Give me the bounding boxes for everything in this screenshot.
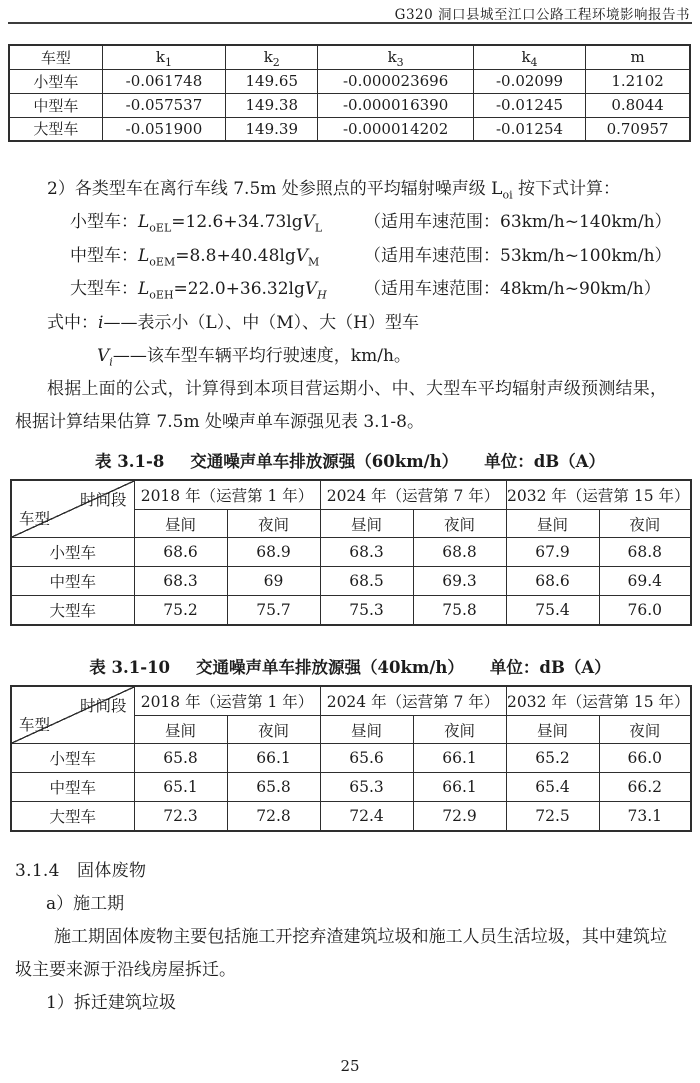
table-header-row — [11, 686, 691, 716]
table8-caption — [0, 451, 700, 473]
column-header-subscript: 4 — [530, 56, 538, 69]
coefficient-table — [8, 44, 691, 142]
column-header — [102, 45, 225, 69]
formula-expression: =22.0+36.32lg — [173, 279, 305, 299]
row-label-cell: 大型车 — [9, 117, 102, 141]
value-cell: -0.02099 — [473, 69, 585, 93]
period-header: 夜间 — [599, 510, 691, 538]
value-cell: 67.9 — [506, 538, 599, 567]
table8-caption-title: 交通噪声单车排放源强（60km/h） — [190, 451, 459, 471]
column-header — [473, 45, 585, 69]
section-heading: 3.1.4 固体废物 — [15, 860, 147, 881]
period-header: 昼间 — [134, 510, 227, 538]
value-cell: 149.39 — [226, 117, 318, 141]
value-cell: 75.2 — [134, 596, 227, 625]
row-label-cell: 大型车 — [11, 596, 134, 625]
table-row — [11, 744, 691, 773]
formula-variable: V — [295, 245, 309, 266]
column-header-subscript: 3 — [396, 56, 404, 69]
value-cell: 66.1 — [413, 773, 506, 802]
value-cell: 69 — [227, 567, 320, 596]
table-row — [11, 773, 691, 802]
formula-expression: =12.6+34.73lg — [171, 212, 303, 232]
column-header-label: k — [155, 48, 165, 67]
period-header: 夜间 — [599, 716, 691, 744]
column-header-subscript: 2 — [272, 56, 280, 69]
value-cell: -0.000023696 — [318, 69, 473, 93]
where-clause-line — [15, 307, 685, 340]
value-cell: 66.0 — [599, 744, 691, 773]
year-header: 2018 年（运营第 1 年） — [134, 686, 320, 716]
year-header: 2032 年（运营第 15 年） — [506, 480, 691, 510]
table10-caption — [0, 657, 700, 679]
value-cell: 66.2 — [599, 773, 691, 802]
value-cell: -0.000016390 — [318, 93, 473, 117]
row-label-cell: 小型车 — [9, 69, 102, 93]
value-cell: 68.9 — [227, 538, 320, 567]
formula-subscript: oEM — [149, 254, 176, 268]
prediction-paragraph: 根据上面的公式，计算得到本项目营运期小、中、大型车平均辐射声级预测结果，根据计算结果估算 7.5m 处噪声单车源强见表 3.1-8。 — [15, 378, 667, 432]
where-description: ——表示小（L）、中（M）、大（H）型车 — [103, 312, 419, 333]
value-cell: 66.1 — [227, 744, 320, 773]
value-cell: 69.4 — [599, 567, 691, 596]
value-cell: 75.3 — [320, 596, 413, 625]
list-item-demolition-waste: 1）拆迁建筑垃圾 — [46, 992, 176, 1013]
year-header: 2024 年（运营第 7 年） — [320, 480, 506, 510]
value-cell: 68.6 — [134, 538, 227, 567]
running-header-title: G320 洞口县城至江口公路工程环境影响报告书 — [394, 7, 690, 23]
value-cell: 0.8044 — [586, 93, 690, 117]
speed-range-note: （适用车速范围：63km/h~140km/h） — [364, 212, 672, 232]
corner-header-cell — [11, 686, 134, 744]
value-cell: 75.8 — [413, 596, 506, 625]
value-cell: 0.70957 — [586, 117, 690, 141]
formula-variable: L — [138, 245, 150, 266]
year-header: 2032 年（运营第 15 年） — [506, 686, 691, 716]
column-header — [586, 45, 690, 69]
row-label-cell: 中型车 — [11, 567, 134, 596]
value-cell: 1.2102 — [586, 69, 690, 93]
column-header — [226, 45, 318, 69]
value-cell: -0.01254 — [473, 117, 585, 141]
value-cell: 75.7 — [227, 596, 320, 625]
formula-variable: L — [138, 279, 150, 299]
subsection-a: a）施工期 — [46, 893, 125, 914]
table-row — [9, 69, 690, 93]
column-header-subscript: 1 — [164, 56, 172, 69]
speed-definition-line — [15, 340, 685, 373]
value-cell: 68.8 — [599, 538, 691, 567]
value-cell: 72.4 — [320, 802, 413, 831]
value-cell: 72.3 — [134, 802, 227, 831]
period-header: 昼间 — [320, 510, 413, 538]
value-cell: 149.65 — [226, 69, 318, 93]
period-header: 夜间 — [413, 510, 506, 538]
corner-bottom-label: 车型 — [19, 716, 51, 734]
speed-range-note: （适用车速范围：53km/h~100km/h） — [364, 245, 672, 266]
speed-variable: V — [97, 345, 110, 366]
page-number: 25 — [340, 1057, 360, 1075]
column-header-label: k — [263, 48, 273, 67]
noise-table-60kmh — [10, 479, 692, 626]
formula-label: 中型车： — [70, 245, 138, 266]
formula-subscript: M — [308, 254, 320, 268]
noise-table-40kmh — [10, 685, 692, 832]
corner-top-label: 时间段 — [79, 696, 127, 715]
table-row — [11, 567, 691, 596]
value-cell: -0.01245 — [473, 93, 585, 117]
period-header: 昼间 — [134, 716, 227, 744]
row-label-cell: 大型车 — [11, 802, 134, 831]
formula-subscript: L — [314, 221, 323, 235]
value-cell: 65.8 — [134, 744, 227, 773]
value-cell: 72.5 — [506, 802, 599, 831]
value-cell: 65.2 — [506, 744, 599, 773]
where-variable: i — [98, 312, 104, 333]
period-header: 昼间 — [506, 716, 599, 744]
corner-top-label: 时间段 — [79, 490, 127, 509]
value-cell: 68.5 — [320, 567, 413, 596]
table-header-row — [11, 480, 691, 510]
value-cell: 65.6 — [320, 744, 413, 773]
formula-label: 大型车： — [70, 279, 138, 299]
value-cell: -0.051900 — [102, 117, 225, 141]
value-cell: 68.3 — [134, 567, 227, 596]
value-cell: 149.38 — [226, 93, 318, 117]
construction-waste-paragraph: 施工期固体废物主要包括施工开挖弃渣建筑垃圾和施工人员生活垃圾，其中建筑垃圾主要来源于沿线房屋拆迁。 — [15, 926, 667, 980]
column-header-label: 车型 — [40, 48, 71, 67]
column-header-label: m — [630, 48, 645, 67]
intro-text-suffix: 按下式计算： — [512, 179, 621, 199]
corner-bottom-label: 车型 — [19, 510, 51, 528]
value-cell: 68.6 — [506, 567, 599, 596]
value-cell: 68.3 — [320, 538, 413, 567]
formula-expression: =8.8+40.48lg — [175, 245, 296, 266]
table-row — [11, 538, 691, 567]
formula-line-medium-car — [15, 240, 685, 274]
year-header: 2018 年（运营第 1 年） — [134, 480, 320, 510]
value-cell: 75.4 — [506, 596, 599, 625]
value-cell: 69.3 — [413, 567, 506, 596]
row-label-cell: 小型车 — [11, 744, 134, 773]
table-row — [9, 117, 690, 141]
period-header: 夜间 — [413, 716, 506, 744]
formula-subscript: oEH — [149, 288, 174, 302]
formula-subscript: H — [317, 288, 327, 302]
period-header: 昼间 — [506, 510, 599, 538]
corner-header-cell — [11, 480, 134, 538]
value-cell: 66.1 — [413, 744, 506, 773]
formula-variable: L — [138, 212, 150, 232]
table10-caption-unit: 单位：dB（A） — [489, 657, 611, 677]
value-cell: -0.057537 — [102, 93, 225, 117]
value-cell: 65.4 — [506, 773, 599, 802]
running-header — [8, 0, 692, 24]
intro-paragraph — [15, 173, 685, 206]
formula-variable: V — [302, 212, 315, 232]
formula-line-small-car — [15, 206, 685, 240]
value-cell: 76.0 — [599, 596, 691, 625]
column-header — [9, 45, 102, 69]
value-cell: 65.1 — [134, 773, 227, 802]
period-header: 夜间 — [227, 510, 320, 538]
column-header-label: k — [387, 48, 397, 67]
row-label-cell: 中型车 — [9, 93, 102, 117]
formula-line-large-car — [15, 273, 685, 307]
column-header — [318, 45, 473, 69]
table-row — [11, 596, 691, 625]
where-prefix: 式中： — [47, 312, 98, 333]
table-row — [11, 802, 691, 831]
formula-label: 小型车： — [70, 212, 138, 232]
table10-caption-title: 交通噪声单车排放源强（40km/h） — [196, 657, 464, 677]
value-cell: -0.000014202 — [318, 117, 473, 141]
table-header-row — [9, 45, 690, 69]
year-header: 2024 年（运营第 7 年） — [320, 686, 506, 716]
period-header: 夜间 — [227, 716, 320, 744]
table-row — [9, 93, 690, 117]
row-label-cell: 小型车 — [11, 538, 134, 567]
value-cell: 73.1 — [599, 802, 691, 831]
period-header: 昼间 — [320, 716, 413, 744]
intro-subscript: oi — [502, 188, 513, 202]
formula-subscript: oEL — [149, 221, 172, 235]
value-cell: -0.061748 — [102, 69, 225, 93]
value-cell: 65.3 — [320, 773, 413, 802]
speed-description: ——该车型车辆平均行驶速度，km/h。 — [112, 345, 411, 366]
speed-subscript: i — [109, 354, 113, 368]
intro-text: 2）各类型车在离行车线 7.5m 处参照点的平均辐射噪声级 L — [47, 179, 503, 199]
value-cell: 68.8 — [413, 538, 506, 567]
formula-variable: V — [304, 279, 318, 299]
row-label-cell: 中型车 — [11, 773, 134, 802]
value-cell: 72.8 — [227, 802, 320, 831]
table8-caption-label: 表 3.1-8 — [95, 451, 165, 471]
table10-caption-label: 表 3.1-10 — [89, 657, 171, 677]
value-cell: 72.9 — [413, 802, 506, 831]
speed-range-note: （适用车速范围：48km/h~90km/h） — [364, 279, 661, 299]
value-cell: 65.8 — [227, 773, 320, 802]
column-header-label: k — [521, 48, 531, 67]
table8-caption-unit: 单位：dB（A） — [484, 451, 605, 471]
